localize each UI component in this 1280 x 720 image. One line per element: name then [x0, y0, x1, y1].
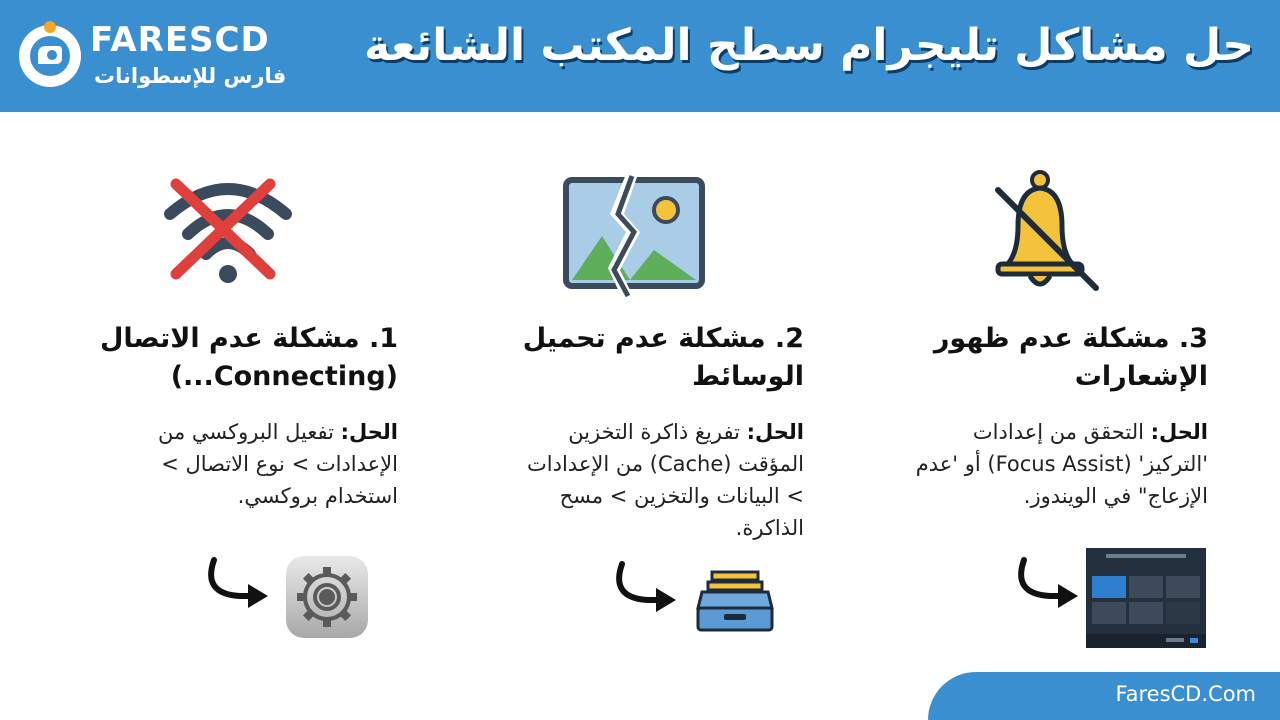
problem-solution: الحل: تفعيل البروكسي من الإعدادات > نوع الاتصال > استخدام بروكسي. [157, 420, 398, 508]
problem-card-connection [78, 170, 398, 650]
curved-arrow-icon [604, 558, 688, 622]
brand-logo [14, 12, 287, 96]
problem-solution: الحل: التحقق من إعدادات 'التركيز' (Focus Assist) أو 'عدم الإزعاج" في الويندوز. [915, 420, 1208, 508]
logo-text: FARESCD [90, 20, 270, 60]
curved-arrow-icon [196, 554, 280, 618]
footer-banner [928, 672, 1280, 720]
logo-subtext: فارس للإسطوانات [94, 64, 287, 88]
problem-heading: 3. مشكلة عدم ظهور الإشعارات [933, 323, 1208, 392]
problem-card-media [484, 170, 804, 650]
bell-muted-icon [984, 170, 1144, 300]
header-banner [0, 0, 1280, 112]
curved-arrow-icon [1006, 554, 1090, 618]
page-title: حل مشاكل تليجرام سطح المكتب الشائعة [364, 20, 1254, 71]
wifi-crossed-icon [148, 170, 308, 300]
problem-heading: 1. مشكلة عدم الاتصال (Connecting...) [99, 323, 398, 392]
problem-solution: الحل: تفريغ ذاكرة التخزين المؤقت (Cache) من الإعدادات > البيانات والتخزين > مسح الذاكرة. [527, 420, 804, 540]
storage-tray-icon [696, 568, 774, 634]
problem-card-notifications [888, 170, 1208, 650]
problem-heading: 2. مشكلة عدم تحميل الوسائط [522, 323, 804, 392]
logo-mark-icon [14, 18, 86, 90]
windows-notification-center-icon [1086, 548, 1206, 648]
website-link[interactable]: FaresCD.Com [1115, 682, 1256, 706]
broken-image-icon [554, 170, 714, 300]
settings-gear-icon [284, 554, 370, 640]
